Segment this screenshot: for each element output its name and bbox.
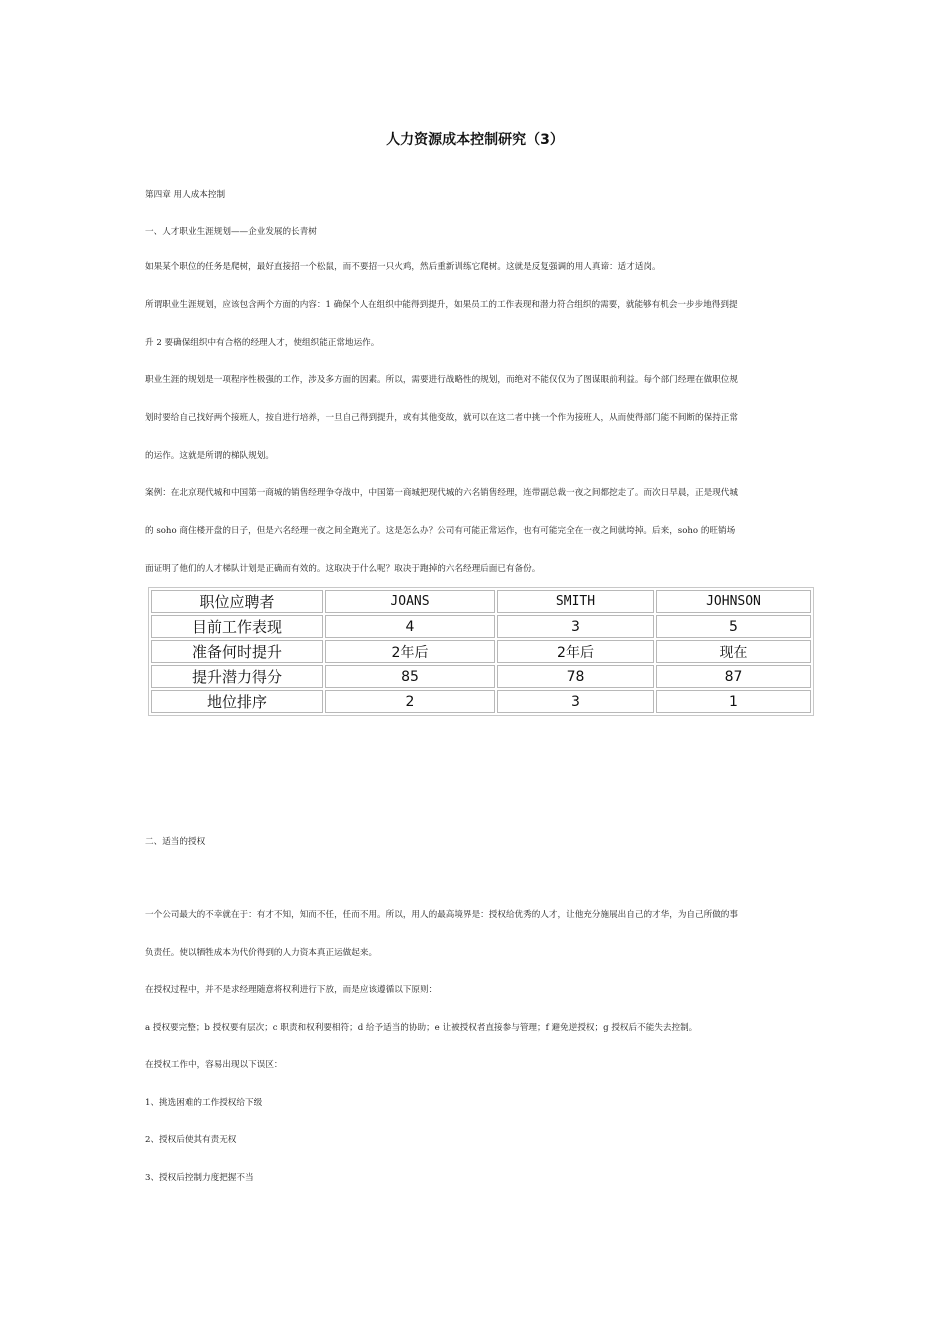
table-header-row	[151, 590, 811, 613]
table-cell: 准备何时提升	[151, 640, 323, 663]
table-cell: 87	[656, 665, 811, 688]
table-row	[151, 690, 811, 713]
table-cell: 2年后	[325, 640, 495, 663]
paragraph-line: 一个公司最大的不幸就在于：有才不知，知而不任，任而不用。所以，用人的最高境界是：授权给优秀的人才，让他充分施展出自己的才华，为自己所做的事	[145, 910, 738, 920]
paragraph-1	[145, 248, 810, 286]
table-header-cell: SMITH	[497, 590, 654, 613]
paragraph-8	[145, 1046, 810, 1084]
paragraph-line: 在授权工作中，容易出现以下误区：	[145, 1060, 283, 1070]
paragraph-line: 在授权过程中，并不是求经理随意将权利进行下放，而是应该遵循以下原则：	[145, 985, 438, 995]
table-cell: 目前工作表现	[151, 615, 323, 638]
paragraph-line: 的 soho 商住楼开盘的日子，但是六名经理一夜之间全跑光了。这是怎么办？公司有可能正常运作，也有可能完全在一夜之间就垮掉。后来，soho 的旺销场	[145, 526, 736, 536]
table-cell: 78	[497, 665, 654, 688]
paragraph-line: 如果某个职位的任务是爬树，最好直接招一个松鼠，而不要招一只火鸡，然后重新训练它爬树。这就是反复强调的用人真谛：适才适岗。	[145, 262, 661, 272]
table-header-cell: 职位应聘者	[151, 590, 323, 613]
paragraph-7	[145, 1009, 810, 1047]
paragraph-3	[145, 361, 810, 475]
table-row	[151, 615, 811, 638]
table-row	[151, 640, 811, 663]
table-row	[151, 665, 811, 688]
table-cell: 5	[656, 615, 811, 638]
table-cell: 提升潜力得分	[151, 665, 323, 688]
candidate-table	[148, 587, 814, 716]
paragraph-line: 划时要给自己找好两个接班人，按自进行培养，一旦自己得到提升，或有其他变故，就可以在这二者中挑一个作为接班人，从而使得部门能不间断的保持正常	[145, 413, 738, 423]
table-cell: 2年后	[497, 640, 654, 663]
table-cell: 4	[325, 615, 495, 638]
table-cell: 3	[497, 690, 654, 713]
table-cell: 1	[656, 690, 811, 713]
paragraph-line: 职业生涯的规划是一项程序性极强的工作，涉及多方面的因素。所以，需要进行战略性的规划，而绝对不能仅仅为了图谋眼前利益。每个部门经理在做职位规	[145, 375, 738, 385]
table-cell: 3	[497, 615, 654, 638]
chapter-heading: 第四章 用人成本控制	[145, 190, 226, 200]
paragraph-line: 2、授权后使其有责无权	[145, 1135, 237, 1145]
paragraph-9	[145, 1084, 810, 1122]
paragraph-line: 案例：在北京现代城和中国第一商城的销售经理争夺战中，中国第一商城把现代城的六名销售经理，连带副总裁一夜之间都挖走了。而次日早晨，正是现代城	[145, 488, 738, 498]
paragraph-line: 面证明了他们的人才梯队计划是正确而有效的。这取决于什么呢？取决于跑掉的六名经理后面已有备份。	[145, 564, 541, 574]
table-header-cell: JOANS	[325, 590, 495, 613]
paragraph-line: 所谓职业生涯规划，应该包含两个方面的内容：1 确保个人在组织中能得到提升，如果员工的工作表现和潜力符合组织的需要，就能够有机会一步步地得到提	[145, 300, 738, 310]
paragraph-line: 负责任。使以牺牲成本为代价得到的人力资本真正运做起来。	[145, 948, 378, 958]
paragraph-line: 的运作。这就是所谓的梯队规划。	[145, 451, 274, 461]
paragraph-line: 1、挑选困难的工作授权给下级	[145, 1098, 263, 1108]
paragraph-line: 升 2 要确保组织中有合格的经理人才，使组织能正常地运作。	[145, 338, 380, 348]
paragraph-6	[145, 971, 810, 1009]
paragraph-2	[145, 286, 810, 362]
paragraph-5	[145, 896, 810, 972]
paragraph-line: a 授权要完整；b 授权要有层次；c 职责和权利要相符；d 给予适当的协助；e 让被授权者直接参与管理；f 避免逆授权；g 授权后不能失去控制。	[145, 1023, 698, 1033]
paragraph-4	[145, 474, 810, 588]
section2-heading: 二、适当的授权	[145, 837, 206, 847]
section1-heading: 一、人才职业生涯规划——企业发展的长青树	[145, 227, 317, 237]
table-cell: 地位排序	[151, 690, 323, 713]
table-cell: 2	[325, 690, 495, 713]
table-header-cell: JOHNSON	[656, 590, 811, 613]
paragraph-10	[145, 1121, 810, 1159]
document-title: 人力资源成本控制研究（3）	[386, 132, 564, 148]
paragraph-11	[145, 1159, 810, 1197]
table-cell: 现在	[656, 640, 811, 663]
paragraph-line: 3、授权后控制力度把握不当	[145, 1173, 254, 1183]
table-cell: 85	[325, 665, 495, 688]
